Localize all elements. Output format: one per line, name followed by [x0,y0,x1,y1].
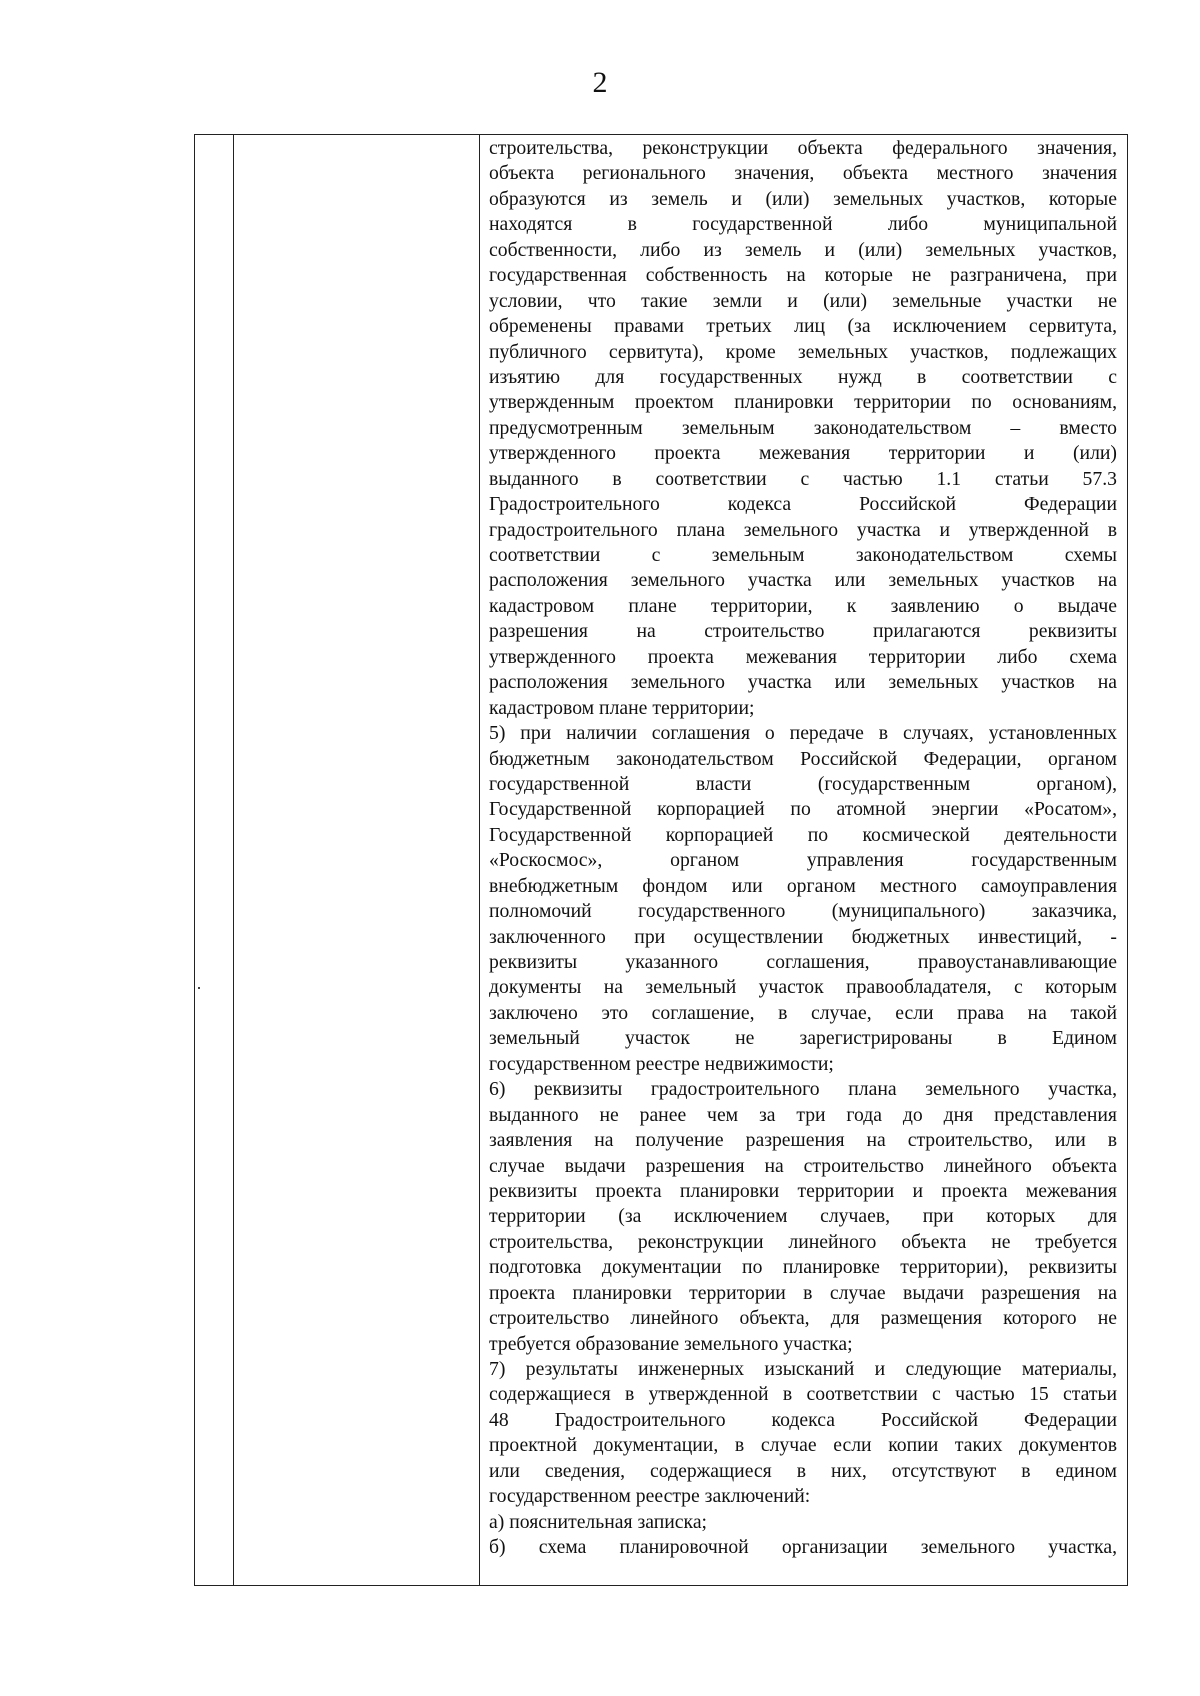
text-line: находятся в государственной либо муниципальной [489,213,1117,236]
text-line: разрешения на строительство прилагаются реквизиты [489,620,1117,643]
text-line: Градостроительного кодекса Российской Федерации [489,493,1117,516]
text-line: публичного сервитута), кроме земельных участков, подлежащих [489,340,1117,363]
text-line: требуется образование земельного участка; [489,1332,853,1355]
text-line: 48 Градостроительного кодекса Российской Федерации [489,1408,1117,1431]
text-line: государственной власти (государственным органом), [489,772,1117,795]
text-line: строительства, реконструкции линейного объекта не требуется [489,1230,1117,1253]
text-line: выданного не ранее чем за три года до дня представления [489,1103,1117,1126]
text-line: «Роскосмос», органом управления государственным [489,849,1117,872]
text-line: а) пояснительная записка; [489,1510,708,1533]
text-line: строительство линейного объекта, для размещения которого не [489,1307,1117,1330]
text-line: реквизиты указанного соглашения, правоустанавливающие [489,951,1117,973]
document-table [194,134,1128,1586]
text-line: заявления на получение разрешения на строительство, или в [489,1129,1117,1152]
text-line: реквизиты проекта планировки территории и проекта межевания [489,1179,1117,1202]
text-line: собственности, либо из земель и (или) земельных участков, [489,238,1117,261]
text-line: кадастровом плане территории; [489,696,755,719]
text-line: строительства, реконструкции объекта федерального значения, [489,137,1117,159]
text-line: градостроительного плана земельного участка и утвержденной в [489,518,1117,541]
text-line: обременены правами третьих лиц (за исключением сервитута, [489,315,1117,338]
text-line: документы на земельный участок правообладателя, с которым [489,976,1117,999]
text-line: 6) реквизиты градостроительного плана земельного участка, [489,1078,1117,1101]
text-line: государственная собственность на которые не разграничена, при [489,264,1117,287]
text-line: образуются из земель и (или) земельных участков, которые [489,187,1117,210]
text-line: расположения земельного участка или земельных участков на [489,569,1117,592]
text-line: предусмотренным земельным законодательством – вместо [489,416,1117,439]
text-line: Государственной корпорацией по космической деятельности [489,823,1117,846]
scan-mark [198,987,200,989]
text-line: 5) при наличии соглашения о передаче в случаях, установленных [489,722,1117,745]
text-line: проектной документации, в случае если копии таких документов [489,1434,1117,1457]
table-text-cell [489,136,1117,1561]
text-line: изъятию для государственных нужд в соответствии с [489,365,1117,388]
text-line: бюджетным законодательством Российской Федерации, органом [489,747,1117,770]
text-line: земельный участок не зарегистрированы в Едином [489,1027,1117,1050]
text-line: полномочий государственного (муниципального) заказчика, [489,900,1117,923]
text-line: содержащиеся в утвержденной в соответствии с частью 15 статьи [489,1383,1117,1406]
text-line: выданного в соответствии с частью 1.1 статьи 57.3 [489,467,1117,490]
text-line: расположения земельного участка или земельных участков на [489,671,1117,694]
text-line: проекта планировки территории в случае выдачи разрешения на [489,1281,1117,1304]
text-line: соответствии с земельным законодательством схемы [489,544,1117,566]
text-line: заключено это соглашение, в случае, если права на такой [489,1001,1117,1024]
text-line: утвержденного проекта межевания территории либо схема [489,645,1117,668]
page-number: 2 [592,66,608,99]
text-line: заключенного при осуществлении бюджетных инвестиций, - [489,925,1117,948]
text-line: Государственной корпорацией по атомной энергии «Росатом», [489,798,1117,821]
column-divider-1 [233,135,234,1585]
text-line: условии, что такие земли и (или) земельные участки не [489,289,1117,312]
text-line: или сведения, содержащиеся в них, отсутствуют в едином [489,1459,1117,1482]
text-line: случае выдачи разрешения на строительство линейного объекта [489,1154,1117,1177]
text-line: внебюджетным фондом или органом местного самоуправления [489,874,1117,897]
text-line: территории (за исключением случаев, при которых для [489,1205,1117,1228]
column-divider-2 [479,135,480,1585]
text-line: объекта регионального значения, объекта местного значения [489,162,1117,185]
text-line: государственном реестре заключений: [489,1485,811,1508]
text-line: кадастровом плане территории, к заявлению о выдаче [489,594,1117,617]
text-line: 7) результаты инженерных изысканий и следующие материалы, [489,1358,1117,1380]
text-line: утвержденным проектом планировки территории по основаниям, [489,391,1117,414]
text-line: б) схема планировочной организации земельного участка, [489,1536,1117,1559]
text-line: утвержденного проекта межевания территории и (или) [489,442,1117,465]
text-line: государственном реестре недвижимости; [489,1052,834,1075]
text-line: подготовка документации по планировке территории), реквизиты [489,1256,1117,1279]
